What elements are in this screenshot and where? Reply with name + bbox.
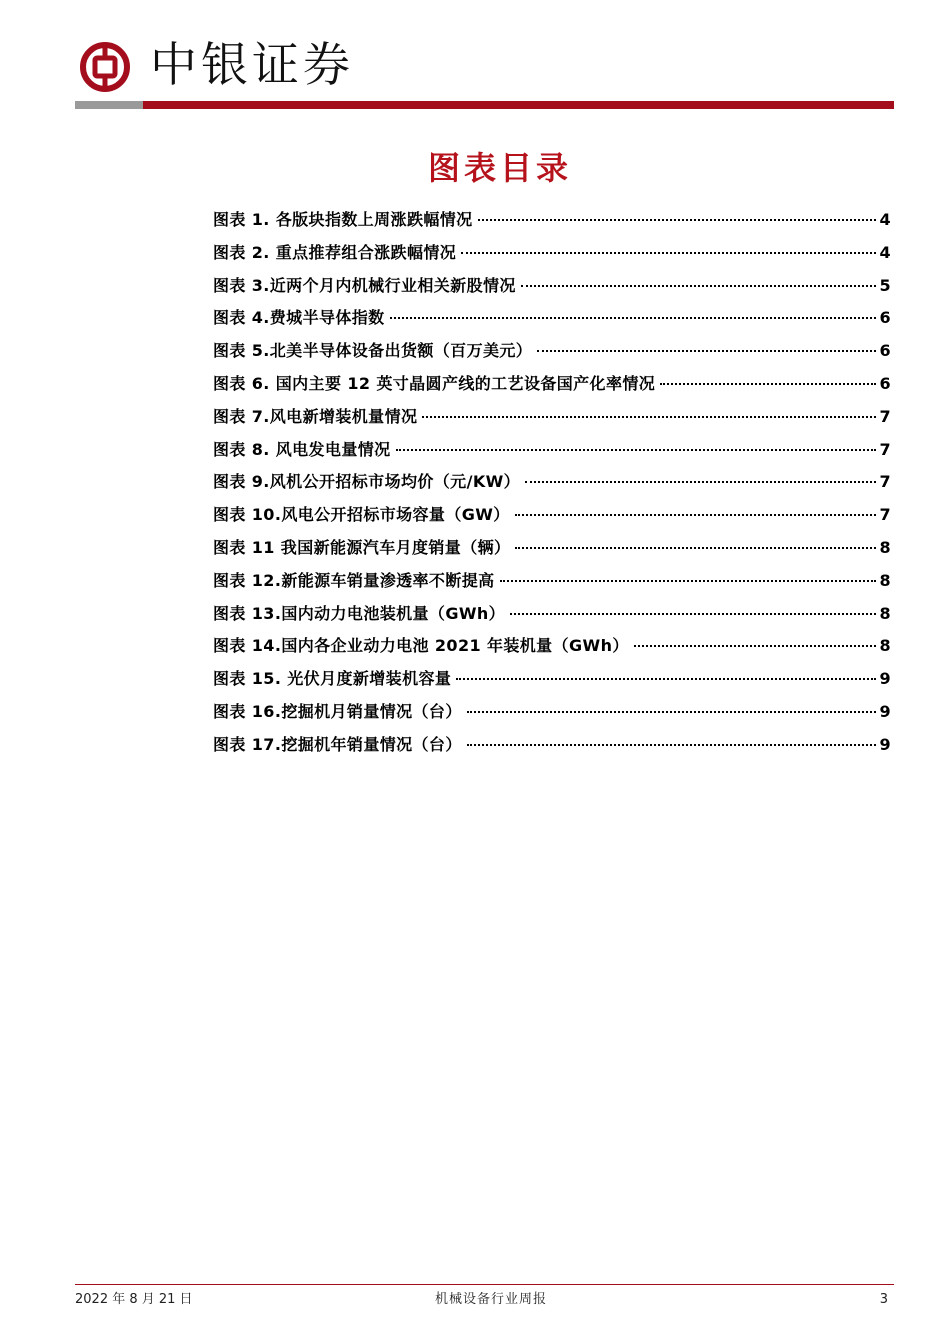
toc-entry-page: 4 [879, 210, 891, 229]
toc-leader-dots [456, 678, 876, 680]
toc-entry[interactable] [213, 368, 891, 401]
toc-entry-page: 8 [879, 603, 891, 623]
toc-entry[interactable] [213, 204, 891, 237]
toc-entry-label: 图表 9.风机公开招标市场均价（元/KW） [213, 472, 521, 492]
toc-entry-label: 图表 2. 重点推荐组合涨跌幅情况 [213, 242, 457, 262]
toc-entry[interactable] [213, 270, 891, 303]
brand-name: 中银证券 [150, 38, 354, 93]
toc-entry[interactable] [213, 696, 891, 729]
toc-entry-label: 图表 7.风电新增装机量情况 [213, 406, 418, 426]
boc-logo-icon [80, 42, 130, 92]
footer-report-name: 机械设备行业周报 [435, 1292, 548, 1307]
toc-entry-page: 6 [879, 373, 891, 393]
footer-date: 2022 年 8 月 21 日 [75, 1292, 193, 1307]
toc-entry-page: 4 [879, 242, 891, 262]
toc-entry[interactable] [213, 630, 891, 663]
toc-leader-dots [467, 711, 877, 713]
toc-entry[interactable] [213, 598, 891, 631]
toc-entry-page: 9 [879, 734, 891, 754]
footer-rule [75, 1284, 894, 1285]
toc-entry-label: 图表 15. 光伏月度新增装机容量 [213, 669, 452, 689]
toc-entry[interactable] [213, 532, 891, 565]
toc-entry-label: 图表 17.挖掘机年销量情况（台） [213, 734, 462, 754]
page-header [0, 0, 950, 110]
toc-entry[interactable] [213, 302, 891, 335]
toc-entry-label: 图表 8. 风电发电量情况 [213, 439, 391, 459]
toc-leader-dots [478, 219, 877, 221]
toc-leader-dots [525, 481, 876, 483]
toc-entry[interactable] [213, 565, 891, 598]
toc-entry-label: 图表 11 我国新能源汽车月度销量（辆） [213, 537, 511, 557]
header-rule-gray [75, 101, 143, 109]
toc-entry-label: 图表 3.近两个月内机械行业相关新股情况 [213, 275, 516, 295]
toc-entry-label: 图表 6. 国内主要 12 英寸晶圆产线的工艺设备国产化率情况 [213, 373, 656, 393]
toc-leader-dots [390, 317, 877, 319]
toc-leader-dots [467, 744, 877, 746]
toc-entry-label: 图表 14.国内各企业动力电池 2021 年装机量（GWh） [213, 636, 629, 656]
toc-entry[interactable] [213, 499, 891, 532]
toc-entry-label: 图表 5.北美半导体设备出货额（百万美元） [213, 341, 533, 361]
toc-leader-dots [396, 449, 877, 451]
toc-entry-label: 图表 4.费城半导体指数 [213, 308, 385, 328]
toc-entry[interactable] [213, 663, 891, 696]
toc-entry-label: 图表 16.挖掘机月销量情况（台） [213, 701, 462, 721]
toc-leader-dots [422, 416, 876, 418]
toc-entry-page: 7 [879, 472, 891, 492]
page-footer [75, 1290, 894, 1310]
toc-entry-page: 6 [879, 308, 891, 328]
toc-title: 图表目录 [427, 149, 572, 187]
toc-entry-label: 图表 10.风电公开招标市场容量（GW） [213, 505, 510, 525]
toc-entry-page: 8 [879, 636, 891, 656]
table-of-figures [213, 204, 891, 762]
toc-entry-label: 图表 13.国内动力电池装机量（GWh） [213, 603, 506, 623]
footer-page-number: 3 [879, 1292, 888, 1307]
toc-entry-page: 7 [879, 439, 891, 459]
toc-entry-page: 8 [879, 570, 891, 590]
toc-entry-page: 7 [879, 505, 891, 525]
toc-entry-label: 图表 1. 各版块指数上周涨跌幅情况 [213, 210, 473, 229]
toc-entry-page: 9 [879, 669, 891, 689]
toc-leader-dots [515, 547, 876, 549]
toc-entry-page: 6 [879, 341, 891, 361]
toc-leader-dots [515, 514, 877, 516]
toc-entry[interactable] [213, 729, 891, 762]
toc-entry[interactable] [213, 401, 891, 434]
toc-leader-dots [510, 613, 876, 615]
toc-entry[interactable] [213, 434, 891, 467]
toc-entry-page: 5 [879, 275, 891, 295]
toc-leader-dots [521, 285, 877, 287]
toc-entry[interactable] [213, 466, 891, 499]
toc-leader-dots [500, 580, 877, 582]
toc-entry[interactable] [213, 237, 891, 270]
toc-leader-dots [660, 383, 876, 385]
toc-entry-page: 9 [879, 701, 891, 721]
toc-entry-page: 8 [879, 537, 891, 557]
toc-leader-dots [634, 645, 877, 647]
toc-leader-dots [461, 252, 876, 254]
header-rule-red [143, 101, 894, 109]
toc-entry-label: 图表 12.新能源车销量渗透率不断提高 [213, 570, 495, 590]
toc-entry[interactable] [213, 335, 891, 368]
toc-entry-page: 7 [879, 406, 891, 426]
toc-leader-dots [537, 350, 876, 352]
